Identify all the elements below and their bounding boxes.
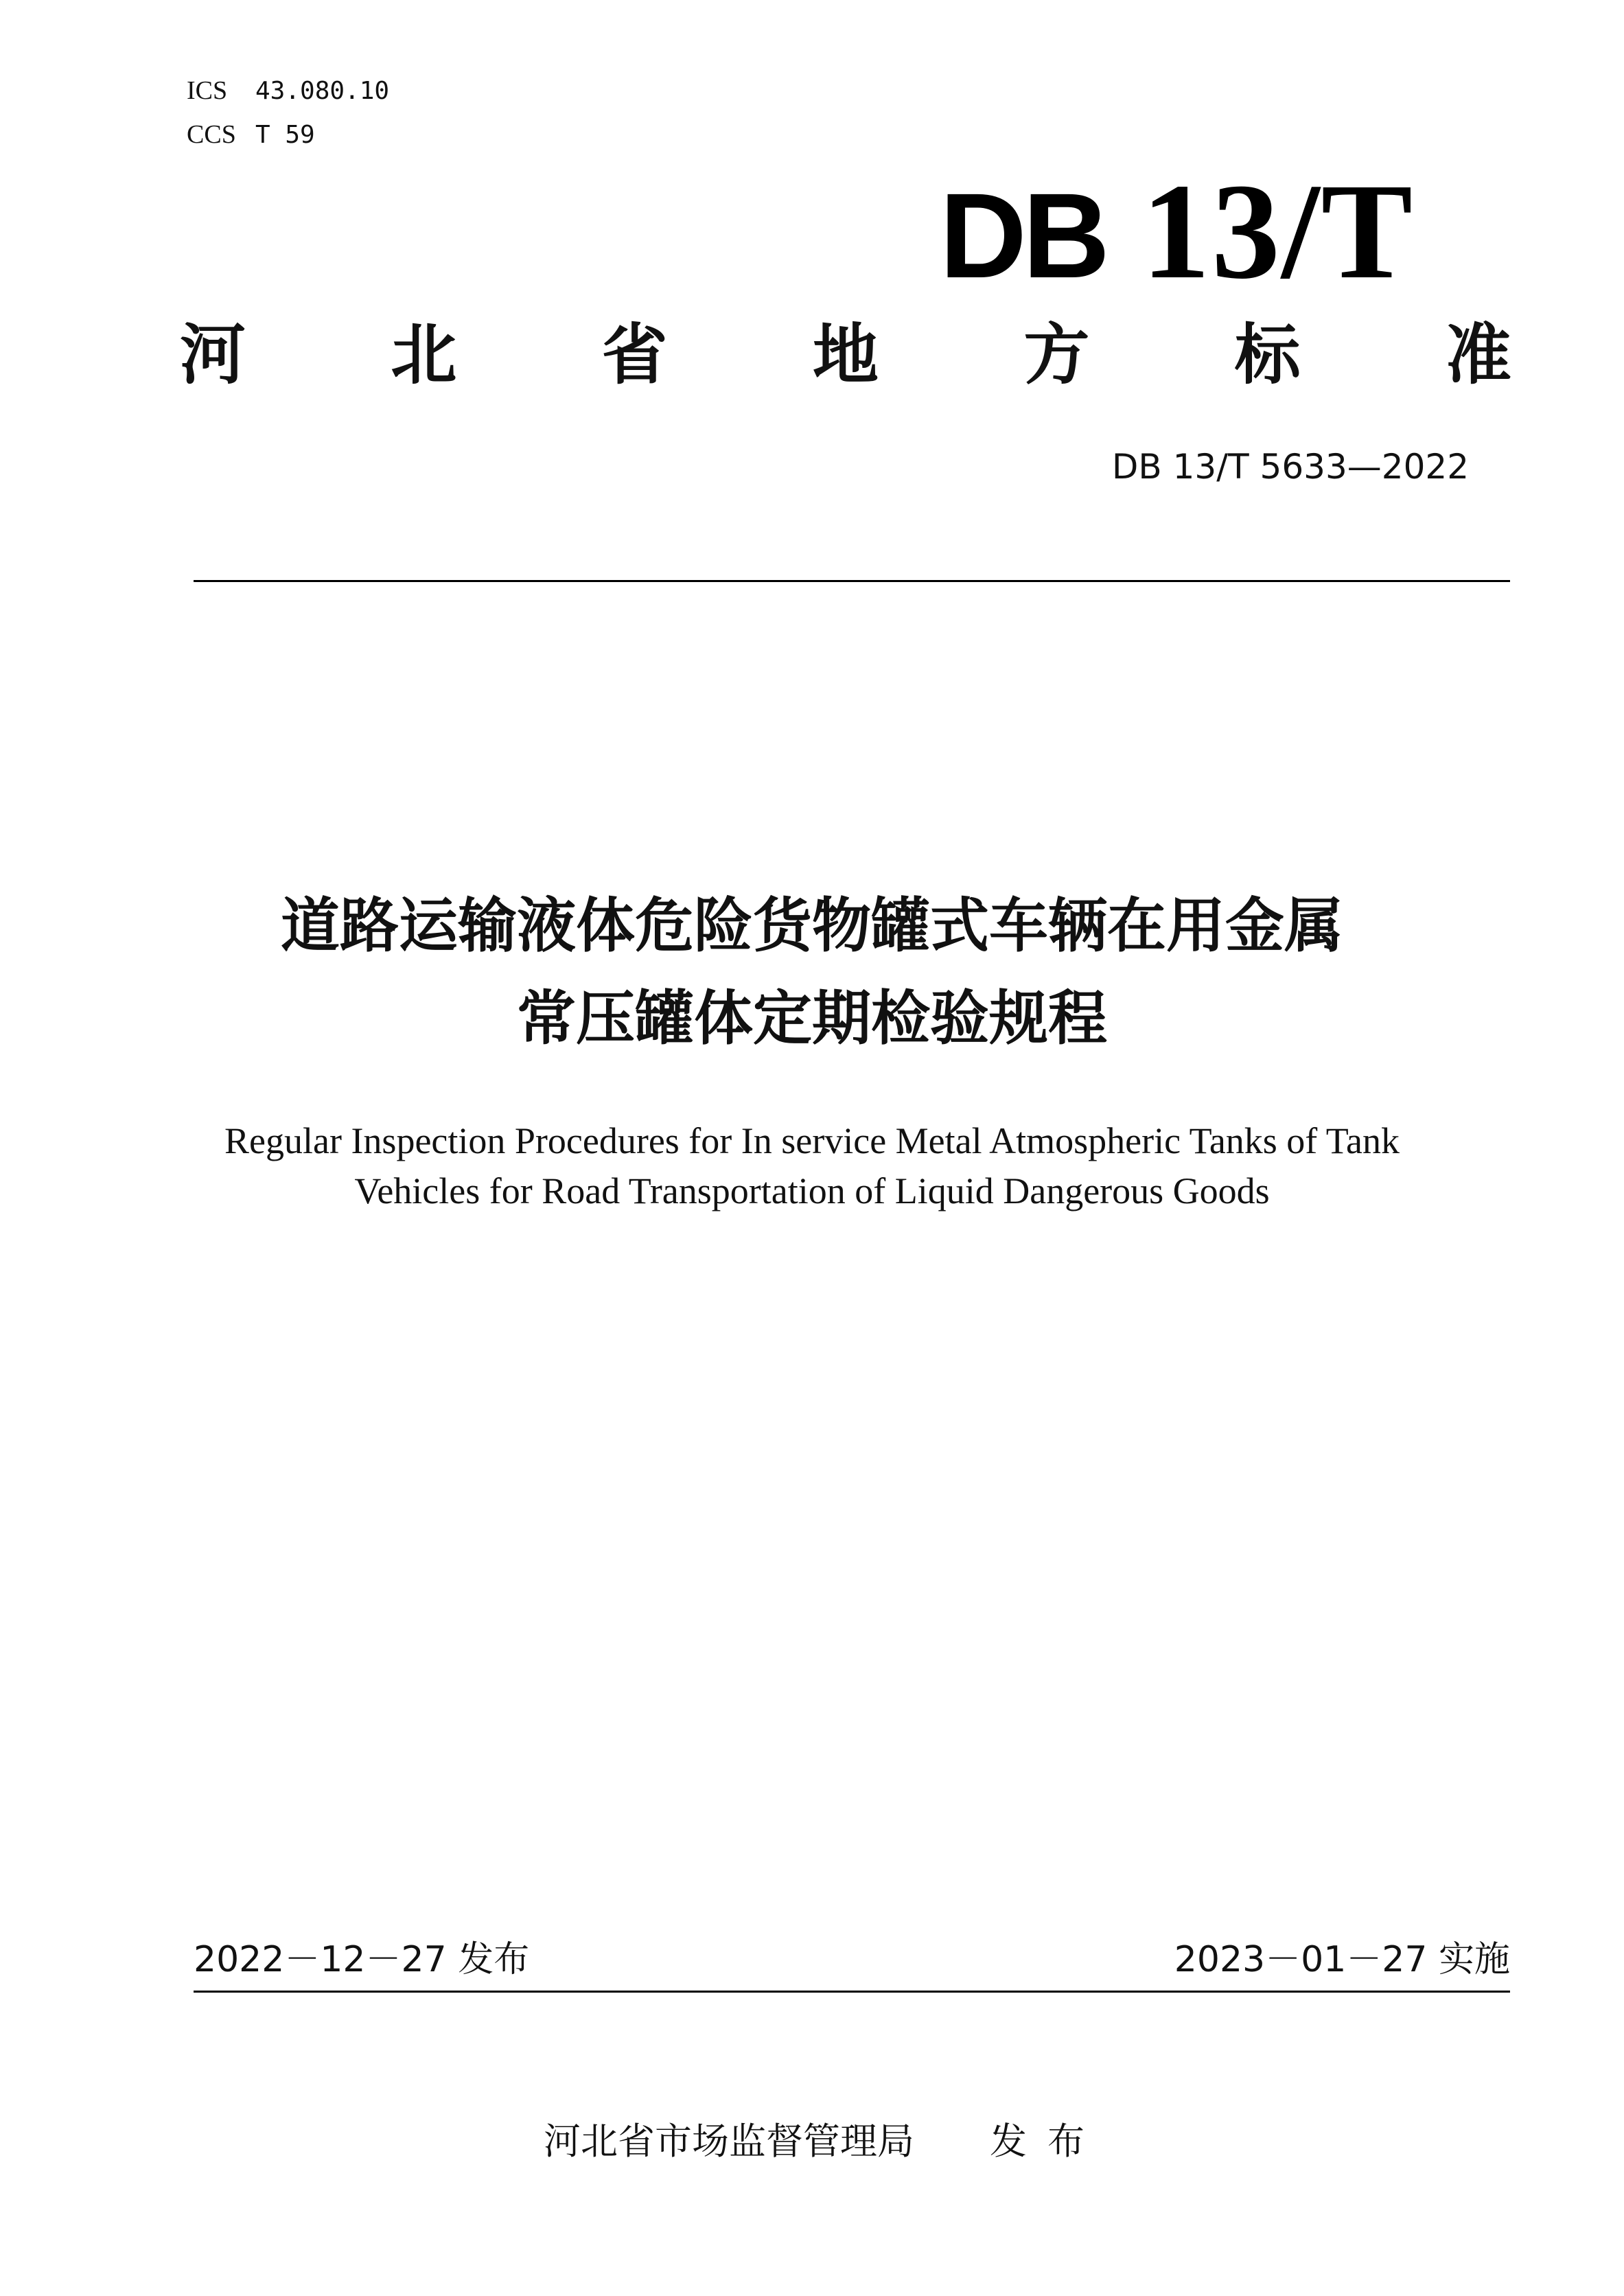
ics-label: ICS xyxy=(187,76,228,105)
english-title-line-1: Regular Inspection Procedures for In service Metal Atmospheric Tanks of Tank xyxy=(224,1120,1400,1161)
standard-type-char: 准 xyxy=(1445,316,1511,393)
ccs-label: CCS xyxy=(187,120,236,149)
standard-number: DB 13/T 5633—2022 xyxy=(1111,447,1469,487)
standard-type-char: 标 xyxy=(1234,316,1301,393)
bottom-divider xyxy=(194,1991,1510,1993)
ics-code: 43.080.10 xyxy=(255,77,390,105)
standard-type-char: 河 xyxy=(180,316,246,393)
chinese-title-line-2: 常压罐体定期检验规程 xyxy=(517,984,1107,1053)
ccs-classification xyxy=(187,118,315,151)
ics-classification xyxy=(187,74,389,107)
standard-type-heading xyxy=(180,317,1511,393)
logo-prefix: DB xyxy=(939,169,1106,303)
english-title-line-2: Vehicles for Road Transportation of Liquid Dangerous Goods xyxy=(354,1170,1270,1211)
implementation-date: 2023－01－27 实施 xyxy=(1174,1939,1510,1980)
issuer-line xyxy=(544,2118,1105,2166)
logo-suffix: 13/T xyxy=(1106,156,1414,308)
db-standard-logo xyxy=(865,156,1414,308)
issuer-name: 河北省市场监督管理局 xyxy=(544,2120,914,2163)
publish-date: 2022－12－27 发布 xyxy=(194,1939,530,1980)
top-divider xyxy=(194,580,1510,582)
standard-type-char: 省 xyxy=(601,316,668,393)
standard-type-char: 地 xyxy=(812,316,879,393)
standard-type-char: 北 xyxy=(391,316,457,393)
ccs-code: T 59 xyxy=(255,121,315,149)
chinese-title-line-1: 道路运输液体危险货物罐式车辆在用金属 xyxy=(281,892,1343,960)
issuer-action: 发布 xyxy=(990,2120,1105,2163)
standard-type-char: 方 xyxy=(1023,316,1090,393)
